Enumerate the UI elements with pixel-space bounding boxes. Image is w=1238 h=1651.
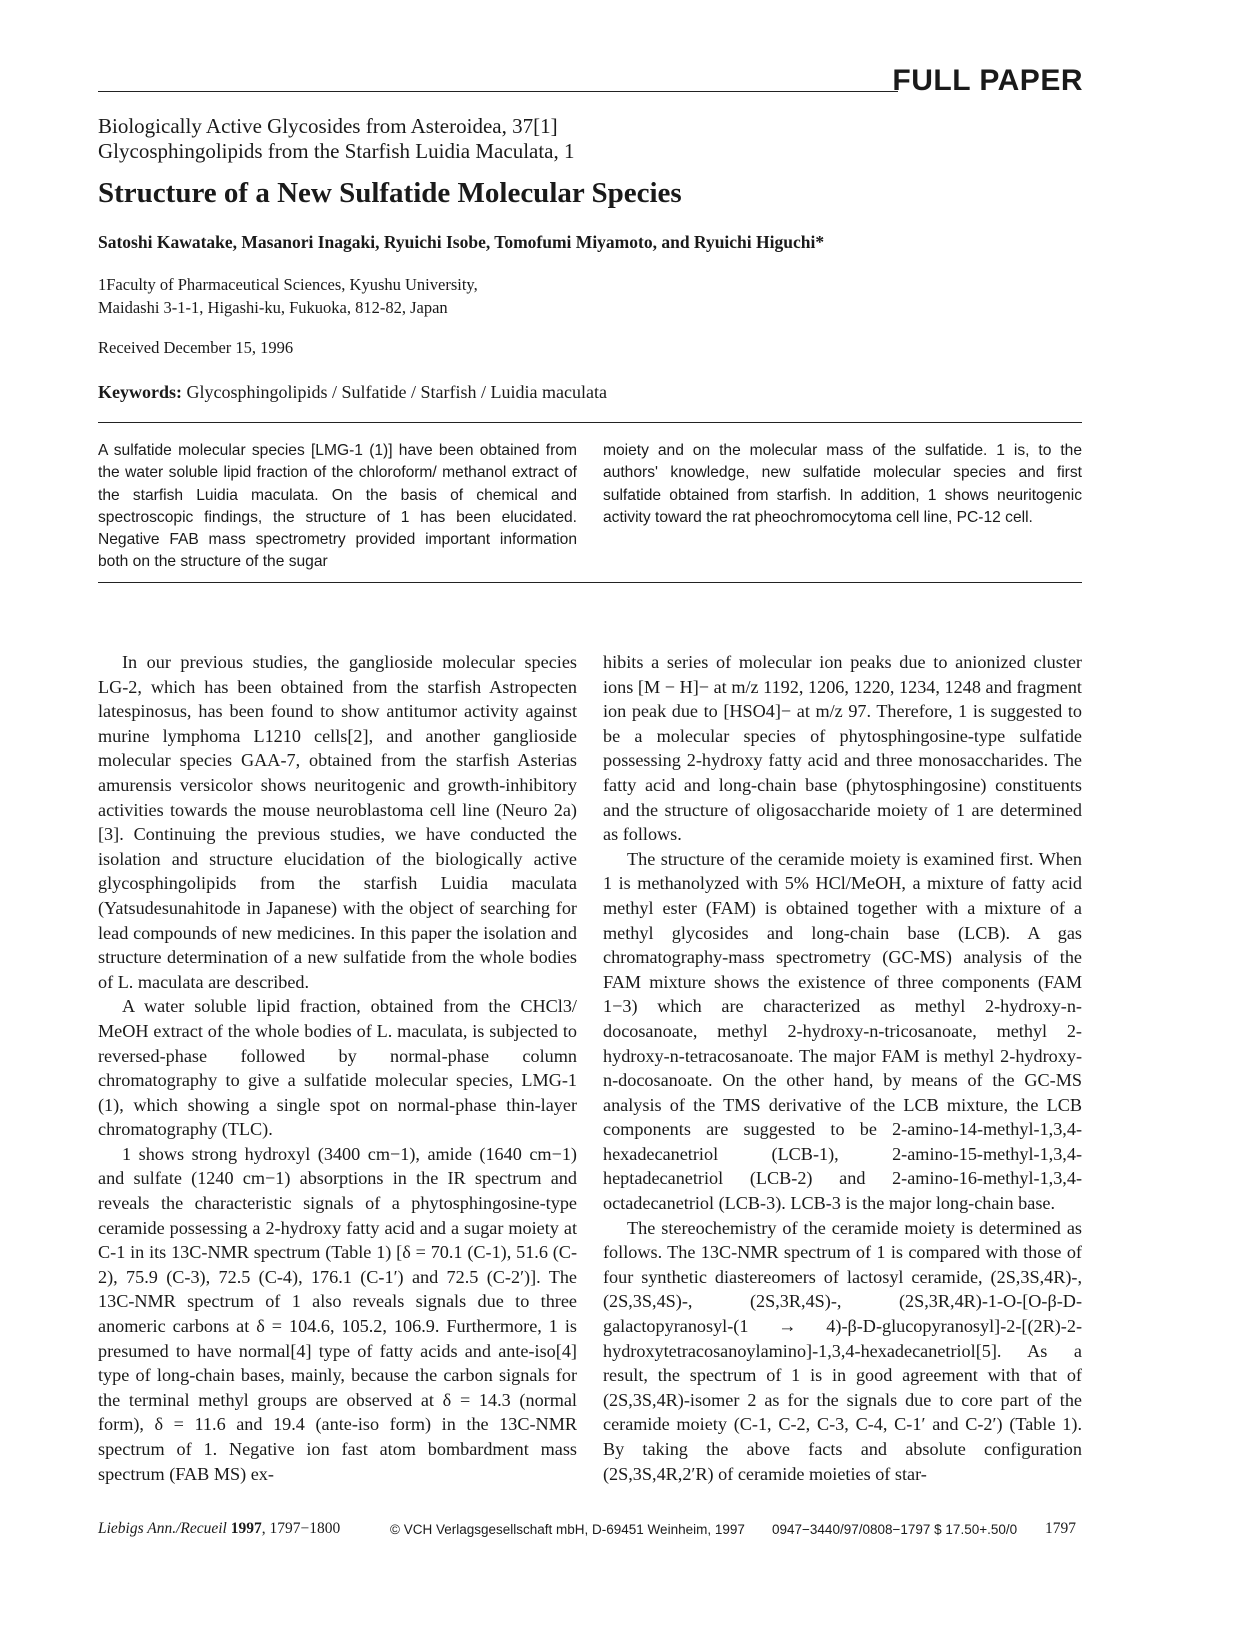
footer-year: 1997: [230, 1520, 262, 1537]
footer-code: 0947−3440/97/0808−1797 $ 17.50+.50/0: [772, 1522, 1018, 1537]
footer-copyright: © VCH Verlagsgesellschaft mbH, D-69451 Weinheim, 1997: [390, 1522, 745, 1537]
body-left-column: [98, 650, 577, 1486]
abstract-left: A sulfatide molecular species [LMG-1 (1)] have been obtained from the water soluble lipid fraction of the chloroform/ methanol extract of the starfish Luidia maculata. On the basis of chemical and spectroscopic findings, the structure of 1 has been elucidated. Negative FAB mass spectrometry provided important information both on the structure of the sugar: [98, 442, 577, 571]
body-paragraph: 1 shows strong hydroxyl (3400 cm−1), amide (1640 cm−1) and sulfate (1240 cm−1) absorptions in the IR spectrum and reveals the characteristic signals of a phytosphingosine-type ceramide possessing a 2-hydroxy fatty acid and a sugar moiety at C-1 in its 13C-NMR spectrum (Table 1) [δ = 70.1 (C-1), 51.6 (C-2), 75.9 (C-3), 72.5 (C-4), 176.1 (C-1′) and 72.5 (C-2′)]. The 13C-NMR spectrum of 1 also reveals signals due to three anomeric carbons at δ = 104.6, 105.2, 106.9. Furthermore, 1 is presumed to have normal[4] type of fatty acids and ante-iso[4] type of long-chain bases, mainly, because the carbon signals for the terminal methyl groups are observed at δ = 14.3 (normal form), δ = 11.6 and 19.4 (ante-iso form) in the 13C-NMR spectrum of 1. Negative ion fast atom bombardment mass spectrum (FAB MS) ex-: [98, 1143, 577, 1484]
page-title: Structure of a New Sulfatide Molecular Species: [98, 177, 682, 209]
affiliation-line-2: Maidashi 3-1-1, Higashi-ku, Fukuoka, 812-82, Japan: [98, 298, 448, 317]
abstract-right: moiety and on the molecular mass of the sulfatide. 1 is, to the authors' knowledge, new sulfatide molecular species and first sulfatide obtained from starfish. In addition, 1 shows neuritogenic activity toward the rat pheochromocytoma cell line, PC-12 cell.: [603, 442, 1082, 526]
body-paragraph: A water soluble lipid fraction, obtained from the CHCl3/ MeOH extract of the whole bodies of L. maculata, is subjected to reversed-phase followed by normal-phase column chromatography to give a sulfatide molecular species, LMG-1 (1), which showing a single spot on normal-phase thin-layer chromatography (TLC).: [98, 996, 577, 1140]
affiliation: [98, 273, 478, 319]
series-line-1: Biologically Active Glycosides from Asteroidea, 37[1]: [98, 114, 558, 138]
author-list: Satoshi Kawatake, Masanori Inagaki, Ryuichi Isobe, Tomofumi Miyamoto, and Ryuichi Higuchi*: [98, 232, 825, 252]
affiliation-line-1: 1Faculty of Pharmaceutical Sciences, Kyushu University,: [98, 275, 478, 294]
received-date: Received December 15, 1996: [98, 338, 294, 357]
keywords: [98, 382, 607, 403]
body-paragraph: hibits a series of molecular ion peaks due to anionized cluster ions [M − H]− at m/z 1192, 1206, 1220, 1234, 1248 and fragment ion peak due to [HSO4]− at m/z 97. Therefore, 1 is suggested to be a molecular species of phytosphingosine-type sulfatide possessing 2-hydroxy fatty acid and three monosaccharides. The fatty acid and long-chain base (phytosphingosine) constituents and the structure of oligosaccharide moiety of 1 are determined as follows.: [603, 652, 1082, 845]
header-rule: [98, 91, 898, 92]
series-line-2: Glycosphingolipids from the Starfish Luidia Maculata, 1: [98, 139, 575, 163]
footer-pages: , 1797−1800: [261, 1520, 341, 1537]
abstract-bottom-rule: [98, 582, 1082, 583]
section-label: FULL PAPER: [892, 64, 1083, 97]
body-paragraph: The structure of the ceramide moiety is examined first. When 1 is methanolyzed with 5% HCl/MeOH, a mixture of fatty acid methyl ester (FAM) is obtained together with a mixture of a methyl glycosides and long-chain base (LCB). A gas chromatography-mass spectrometry (GC-MS) analysis of the FAM mixture shows the existence of three components (FAM 1−3) which are characterized as methyl 2-hydroxy-n-docosanoate, methyl 2-hydroxy-n-tricosanoate, methyl 2-hydroxy-n-tetracosanoate. The major FAM is methyl 2-hydroxy-n-docosanoate. On the other hand, by means of the GC-MS analysis of the TMS derivative of the LCB mixture, the LCB components are suggested to be 2-amino-14-methyl-1,3,4-hexadecanetriol (LCB-1), 2-amino-15-methyl-1,3,4-heptadecanetriol (LCB-2) and 2-amino-16-methyl-1,3,4-octadecanetriol (LCB-3). LCB-3 is the major long-chain base.: [603, 848, 1082, 1214]
keywords-text: Glycosphingolipids / Sulfatide / Starfish / Luidia maculata: [186, 382, 607, 402]
abstract-top-rule: [98, 422, 1082, 423]
body-paragraph: In our previous studies, the ganglioside molecular species LG-2, which has been obtained from the starfish Astropecten latespinosus, has been found to show antitumor activity against murine lymphoma L1210 cells[2], and another ganglioside molecular species GAA-7, obtained from the starfish Asterias amurensis versicolor shows neuritogenic and growth-inhibitory activities towards the mouse neuroblastoma cell line (Neuro 2a)[3]. Continuing the previous studies, we have conducted the isolation and structure elucidation of the biologically active glycosphingolipids from the starfish Luidia maculata (Yatsudesunahitode in Japanese) with the object of searching for lead compounds of new medicines. In this paper the isolation and structure determination of a new sulfatide from the whole bodies of L. maculata are described.: [98, 652, 577, 992]
footer-citation: [98, 1520, 340, 1538]
body-right-column: [603, 650, 1082, 1486]
page-number: 1797: [1045, 1520, 1076, 1537]
keywords-label: Keywords:: [98, 382, 182, 402]
body-paragraph: The stereochemistry of the ceramide moiety is determined as follows. The 13C-NMR spectrum of 1 is compared with those of four synthetic diastereomers of lactosyl ceramide, (2S,3S,4R)-, (2S,3S,4S)-, (2S,3R,4S)-, (2S,3R,4R)-1-O-[O-β-D-galactopyranosyl-(1 → 4)-β-D-glucopyranosyl]-2-[(2R)-2-hydroxytetracosanoylamino]-1,3,4-hexadecanetriol[5]. As a result, the spectrum of 1 is in good agreement with that of (2S,3S,4R)-isomer 2 as for the signals due to core part of the ceramide moiety (C-1, C-2, C-3, C-4, C-1′ and C-2′) (Table 1). By taking the above facts and absolute configuration (2S,3S,4R,2′R) of ceramide moieties of star-: [603, 1217, 1082, 1484]
footer-journal: Liebigs Ann./Recueil: [98, 1520, 227, 1537]
